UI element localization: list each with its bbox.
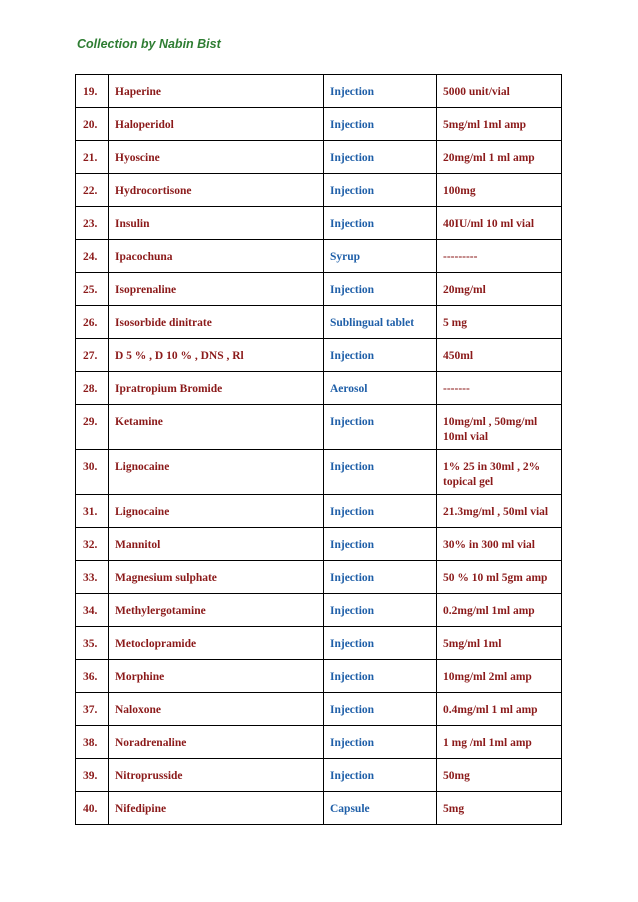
dosage-form-cell: Sublingual tablet (324, 306, 437, 339)
table-row (76, 693, 562, 726)
row-number-cell: 36. (76, 660, 109, 693)
table-row (76, 306, 562, 339)
drug-name-cell: Isosorbide dinitrate (109, 306, 324, 339)
row-number-cell: 33. (76, 561, 109, 594)
row-number-cell: 28. (76, 372, 109, 405)
strength-cell: 5mg/ml 1ml amp (437, 108, 562, 141)
table-row (76, 207, 562, 240)
drug-name-cell: Haperine (109, 75, 324, 108)
row-number-cell: 23. (76, 207, 109, 240)
dosage-form-cell: Injection (324, 339, 437, 372)
strength-cell: 5000 unit/vial (437, 75, 562, 108)
strength-cell: ------- (437, 372, 562, 405)
table-row (76, 240, 562, 273)
drug-name-cell: Lignocaine (109, 495, 324, 528)
strength-cell: 0.2mg/ml 1ml amp (437, 594, 562, 627)
table-row (76, 141, 562, 174)
table-row (76, 108, 562, 141)
strength-cell: 1 mg /ml 1ml amp (437, 726, 562, 759)
table-row (76, 495, 562, 528)
drug-name-cell: Lignocaine (109, 450, 324, 495)
dosage-form-cell: Injection (324, 660, 437, 693)
strength-cell: 100mg (437, 174, 562, 207)
dosage-form-cell: Injection (324, 207, 437, 240)
strength-cell: 10mg/ml 2ml amp (437, 660, 562, 693)
table-row (76, 405, 562, 450)
page-header: Collection by Nabin Bist (77, 37, 221, 51)
table-row (76, 627, 562, 660)
table-row (76, 561, 562, 594)
drug-name-cell: Naloxone (109, 693, 324, 726)
row-number-cell: 30. (76, 450, 109, 495)
drug-name-cell: Nifedipine (109, 792, 324, 825)
strength-cell (437, 405, 562, 450)
drug-name-cell: Ipratropium Bromide (109, 372, 324, 405)
strength-line: 10mg/ml , 50mg/ml (443, 416, 538, 428)
row-number-cell: 19. (76, 75, 109, 108)
drug-table (75, 74, 562, 825)
row-number-cell: 31. (76, 495, 109, 528)
drug-name-cell: Methylergotamine (109, 594, 324, 627)
row-number-cell: 39. (76, 759, 109, 792)
row-number-cell: 20. (76, 108, 109, 141)
dosage-form-cell: Injection (324, 450, 437, 495)
dosage-form-cell: Injection (324, 141, 437, 174)
row-number-cell: 34. (76, 594, 109, 627)
strength-cell: 5mg/ml 1ml (437, 627, 562, 660)
drug-name-cell: Isoprenaline (109, 273, 324, 306)
drug-name-cell: Hyoscine (109, 141, 324, 174)
drug-name-cell: Magnesium sulphate (109, 561, 324, 594)
row-number-cell: 22. (76, 174, 109, 207)
dosage-form-cell: Injection (324, 273, 437, 306)
strength-cell: 20mg/ml 1 ml amp (437, 141, 562, 174)
drug-name-cell: Ipacochuna (109, 240, 324, 273)
dosage-form-cell: Injection (324, 174, 437, 207)
strength-line: topical gel (443, 476, 494, 488)
dosage-form-cell: Injection (324, 693, 437, 726)
dosage-form-cell: Injection (324, 561, 437, 594)
drug-name-cell: Noradrenaline (109, 726, 324, 759)
row-number-cell: 29. (76, 405, 109, 450)
strength-cell: 5mg (437, 792, 562, 825)
row-number-cell: 27. (76, 339, 109, 372)
row-number-cell: 25. (76, 273, 109, 306)
dosage-form-cell: Injection (324, 759, 437, 792)
table-row (76, 174, 562, 207)
table-row (76, 660, 562, 693)
strength-cell: 21.3mg/ml , 50ml vial (437, 495, 562, 528)
drug-name-cell: Metoclopramide (109, 627, 324, 660)
row-number-cell: 21. (76, 141, 109, 174)
drug-name-cell: D 5 % , D 10 % , DNS , Rl (109, 339, 324, 372)
strength-cell: 450ml (437, 339, 562, 372)
row-number-cell: 32. (76, 528, 109, 561)
table-row (76, 372, 562, 405)
table-row (76, 75, 562, 108)
strength-line: 10ml vial (443, 431, 489, 443)
dosage-form-cell: Injection (324, 726, 437, 759)
drug-name-cell: Morphine (109, 660, 324, 693)
strength-cell: 40IU/ml 10 ml vial (437, 207, 562, 240)
dosage-form-cell: Injection (324, 495, 437, 528)
strength-cell: 50 % 10 ml 5gm amp (437, 561, 562, 594)
table-row (76, 450, 562, 495)
strength-cell: 5 mg (437, 306, 562, 339)
strength-cell (437, 450, 562, 495)
drug-name-cell: Mannitol (109, 528, 324, 561)
row-number-cell: 26. (76, 306, 109, 339)
drug-name-cell: Haloperidol (109, 108, 324, 141)
dosage-form-cell: Injection (324, 627, 437, 660)
drug-name-cell: Hydrocortisone (109, 174, 324, 207)
row-number-cell: 24. (76, 240, 109, 273)
dosage-form-cell: Aerosol (324, 372, 437, 405)
row-number-cell: 37. (76, 693, 109, 726)
dosage-form-cell: Injection (324, 405, 437, 450)
row-number-cell: 40. (76, 792, 109, 825)
dosage-form-cell: Syrup (324, 240, 437, 273)
dosage-form-cell: Injection (324, 108, 437, 141)
row-number-cell: 35. (76, 627, 109, 660)
dosage-form-cell: Injection (324, 528, 437, 561)
strength-cell: 20mg/ml (437, 273, 562, 306)
table-row (76, 273, 562, 306)
dosage-form-cell: Injection (324, 594, 437, 627)
table-row (76, 339, 562, 372)
strength-cell: --------- (437, 240, 562, 273)
drug-table-body (76, 75, 562, 825)
strength-cell: 50mg (437, 759, 562, 792)
table-row (76, 726, 562, 759)
table-row (76, 792, 562, 825)
dosage-form-cell: Injection (324, 75, 437, 108)
row-number-cell: 38. (76, 726, 109, 759)
strength-line: 1% 25 in 30ml , 2% (443, 461, 541, 473)
strength-cell: 30% in 300 ml vial (437, 528, 562, 561)
table-row (76, 594, 562, 627)
drug-name-cell: Ketamine (109, 405, 324, 450)
dosage-form-cell: Capsule (324, 792, 437, 825)
strength-cell: 0.4mg/ml 1 ml amp (437, 693, 562, 726)
drug-name-cell: Nitroprusside (109, 759, 324, 792)
table-row (76, 528, 562, 561)
table-row (76, 759, 562, 792)
drug-name-cell: Insulin (109, 207, 324, 240)
